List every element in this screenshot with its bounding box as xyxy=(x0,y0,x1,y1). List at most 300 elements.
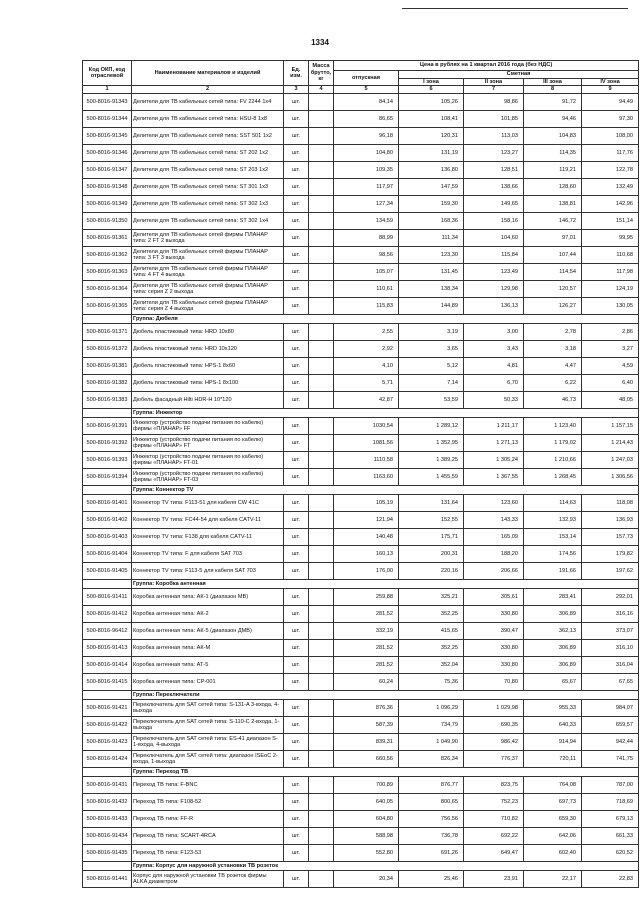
price-zone2-cell: 70,80 xyxy=(464,674,524,691)
mass-cell xyxy=(309,111,334,128)
price-zone3-cell: 91,72 xyxy=(524,94,582,111)
unit-cell: шт. xyxy=(284,94,309,111)
code-cell: 500-8016-91345 xyxy=(83,128,132,145)
name-cell: Делители для ТВ кабельных сетей типа: ST 202 1х2 xyxy=(132,145,284,162)
unit-cell: шт. xyxy=(284,298,309,315)
table-row xyxy=(83,845,639,862)
code-cell: 500-8016-91404 xyxy=(83,546,132,563)
price-zone1-cell: 152,55 xyxy=(399,512,464,529)
code-cell: 500-8016-91365 xyxy=(83,298,132,315)
code-cell: 500-8016-91423 xyxy=(83,734,132,751)
header-code: Код ОКП, код отраслевой xyxy=(83,61,132,86)
unit-cell: шт. xyxy=(284,247,309,264)
price-zone3-cell: 104,83 xyxy=(524,128,582,145)
mass-cell xyxy=(309,674,334,691)
price-zone2-cell: 1 305,24 xyxy=(464,452,524,469)
group-code-cell xyxy=(83,691,132,700)
header-estimate: Сметная xyxy=(399,71,639,79)
price-zone2-cell: 692,22 xyxy=(464,828,524,845)
mass-cell xyxy=(309,563,334,580)
table-row xyxy=(83,529,639,546)
mass-cell xyxy=(309,589,334,606)
group-title: Группа: Переход ТВ xyxy=(132,768,639,777)
code-cell: 500-8016-96412 xyxy=(83,623,132,640)
price-zone2-cell: 776,37 xyxy=(464,751,524,768)
code-cell: 500-8016-91413 xyxy=(83,640,132,657)
mass-cell xyxy=(309,324,334,341)
price-zone3-cell: 2,78 xyxy=(524,324,582,341)
table-row xyxy=(83,230,639,247)
code-cell: 500-8016-91434 xyxy=(83,828,132,845)
group-row xyxy=(83,691,639,700)
group-row xyxy=(83,580,639,589)
group-row xyxy=(83,768,639,777)
name-cell: Инжектор (устройство подачи питания по кабелю) фирмы «ПЛАНАР» FT xyxy=(132,435,284,452)
code-cell: 500-8016-91433 xyxy=(83,811,132,828)
unit-cell: шт. xyxy=(284,777,309,794)
price-zone1-cell: 111,34 xyxy=(399,230,464,247)
price-zone1-cell: 352,04 xyxy=(399,657,464,674)
price-zone2-cell: 98,86 xyxy=(464,94,524,111)
name-cell: Дюбель пластиковый типа: HRD 10х80 xyxy=(132,324,284,341)
code-cell: 500-8016-91421 xyxy=(83,700,132,717)
name-cell: Дюбель пластиковый типа: HPS-1 8х100 xyxy=(132,375,284,392)
price-zone3-cell: 306,89 xyxy=(524,640,582,657)
name-cell: Инжектор (устройство подачи питания по кабелю) фирмы «ПЛАНАР» FT-01 xyxy=(132,452,284,469)
unit-cell: шт. xyxy=(284,871,309,888)
price-zone1-cell: 7,14 xyxy=(399,375,464,392)
table-row xyxy=(83,589,639,606)
mass-cell xyxy=(309,828,334,845)
name-cell: Инжектор (устройство подачи питания по кабелю) фирмы «ПЛАНАР» FT-03 xyxy=(132,469,284,486)
table-row xyxy=(83,179,639,196)
price-release-cell: 42,87 xyxy=(334,392,399,409)
price-zone4-cell: 97,30 xyxy=(582,111,639,128)
name-cell: Делители для ТВ кабельных сетей типа: FV 2244 1х4 xyxy=(132,94,284,111)
price-zone2-cell: 1 029,98 xyxy=(464,700,524,717)
price-release-cell: 88,99 xyxy=(334,230,399,247)
mass-cell xyxy=(309,392,334,409)
name-cell: Переход ТВ типа: SCART-4RCA xyxy=(132,828,284,845)
code-cell: 500-8016-91348 xyxy=(83,179,132,196)
price-release-cell: 332,19 xyxy=(334,623,399,640)
mass-cell xyxy=(309,247,334,264)
price-table xyxy=(82,60,639,888)
price-release-cell: 259,88 xyxy=(334,589,399,606)
table-row xyxy=(83,700,639,717)
code-cell: 500-8016-91411 xyxy=(83,589,132,606)
price-zone4-cell: 197,62 xyxy=(582,563,639,580)
name-cell: Дюбель пластиковый типа: HPS-1 8х60 xyxy=(132,358,284,375)
price-zone4-cell: 4,59 xyxy=(582,358,639,375)
unit-cell: шт. xyxy=(284,230,309,247)
code-cell: 500-8016-91349 xyxy=(83,196,132,213)
unit-cell: шт. xyxy=(284,529,309,546)
unit-cell: шт. xyxy=(284,162,309,179)
price-zone4-cell: 2,86 xyxy=(582,324,639,341)
price-zone4-cell: 620,52 xyxy=(582,845,639,862)
table-row xyxy=(83,512,639,529)
price-release-cell: 84,14 xyxy=(334,94,399,111)
mass-cell xyxy=(309,341,334,358)
price-zone3-cell: 174,56 xyxy=(524,546,582,563)
unit-cell: шт. xyxy=(284,512,309,529)
price-zone4-cell: 122,78 xyxy=(582,162,639,179)
price-zone3-cell: 955,33 xyxy=(524,700,582,717)
unit-cell: шт. xyxy=(284,640,309,657)
code-cell: 500-8016-91382 xyxy=(83,375,132,392)
name-cell: Делители для ТВ кабельных сетей фирмы ПЛАНАР типа: серия Z 4 выхода xyxy=(132,298,284,315)
price-release-cell: 117,97 xyxy=(334,179,399,196)
table-row xyxy=(83,452,639,469)
price-release-cell: 2,55 xyxy=(334,324,399,341)
price-release-cell: 20,34 xyxy=(334,871,399,888)
price-zone4-cell: 741,75 xyxy=(582,751,639,768)
col-number: 5 xyxy=(334,86,399,94)
mass-cell xyxy=(309,657,334,674)
header-name: Наименование материалов и изделий xyxy=(132,61,284,86)
name-cell: Коннектор TV типа: F для кабеля SAT 703 xyxy=(132,546,284,563)
name-cell: Делители для ТВ кабельных сетей типа: HSU-8 1х8 xyxy=(132,111,284,128)
price-zone1-cell: 136,80 xyxy=(399,162,464,179)
code-cell: 500-8016-91431 xyxy=(83,777,132,794)
name-cell: Переключатель для SAT сетей типа: ES-41 диапазон S-1-входа, 4-выхода xyxy=(132,734,284,751)
group-code-cell xyxy=(83,768,132,777)
price-zone3-cell: 126,27 xyxy=(524,298,582,315)
price-zone4-cell: 373,07 xyxy=(582,623,639,640)
header-unit: Ед. изм. xyxy=(284,61,309,86)
name-cell: Коробка антенная типа: АК-М xyxy=(132,640,284,657)
price-zone2-cell: 3,43 xyxy=(464,341,524,358)
price-zone3-cell: 306,89 xyxy=(524,606,582,623)
mass-cell xyxy=(309,469,334,486)
table-row xyxy=(83,734,639,751)
code-cell: 500-8016-91424 xyxy=(83,751,132,768)
price-release-cell: 660,56 xyxy=(334,751,399,768)
table-row xyxy=(83,94,639,111)
code-cell: 500-8016-91381 xyxy=(83,358,132,375)
price-zone4-cell: 99,95 xyxy=(582,230,639,247)
price-zone1-cell: 1 289,12 xyxy=(399,418,464,435)
price-zone2-cell: 6,70 xyxy=(464,375,524,392)
unit-cell: шт. xyxy=(284,811,309,828)
group-title: Группа: Коннектор TV xyxy=(132,486,639,495)
unit-cell: шт. xyxy=(284,145,309,162)
name-cell: Переход ТВ типа: F108-52 xyxy=(132,794,284,811)
price-zone1-cell: 200,31 xyxy=(399,546,464,563)
price-zone1-cell: 1 096,29 xyxy=(399,700,464,717)
unit-cell: шт. xyxy=(284,281,309,298)
mass-cell xyxy=(309,845,334,862)
price-zone1-cell: 691,26 xyxy=(399,845,464,862)
name-cell: Коробка антенная типа: АК-1 (диапазон МВ) xyxy=(132,589,284,606)
unit-cell: шт. xyxy=(284,734,309,751)
mass-cell xyxy=(309,717,334,734)
price-zone4-cell: 48,05 xyxy=(582,392,639,409)
price-zone1-cell: 415,65 xyxy=(399,623,464,640)
price-zone1-cell: 734,79 xyxy=(399,717,464,734)
price-zone4-cell: 942,44 xyxy=(582,734,639,751)
code-cell: 500-8016-91372 xyxy=(83,341,132,358)
name-cell: Делители для ТВ кабельных сетей типа: ST 203 1х2 xyxy=(132,162,284,179)
price-zone2-cell: 149,65 xyxy=(464,196,524,213)
name-cell: Дюбель пластиковый типа: HRD 10х120 xyxy=(132,341,284,358)
price-zone2-cell: 330,80 xyxy=(464,640,524,657)
col-number: 2 xyxy=(132,86,284,94)
price-zone2-cell: 1 211,17 xyxy=(464,418,524,435)
mass-cell xyxy=(309,606,334,623)
table-row xyxy=(83,418,639,435)
name-cell: Коробка антенная типа: АК-5 (диапазон ДМВ) xyxy=(132,623,284,640)
unit-cell: шт. xyxy=(284,794,309,811)
mass-cell xyxy=(309,734,334,751)
price-release-cell: 1081,56 xyxy=(334,435,399,452)
table-row xyxy=(83,469,639,486)
price-release-cell: 1030,54 xyxy=(334,418,399,435)
price-zone3-cell: 97,01 xyxy=(524,230,582,247)
name-cell: Делители для ТВ кабельных сетей типа: ST 302 1х3 xyxy=(132,196,284,213)
price-zone1-cell: 3,19 xyxy=(399,324,464,341)
unit-cell: шт. xyxy=(284,418,309,435)
price-release-cell: 587,39 xyxy=(334,717,399,734)
code-cell: 500-8016-91405 xyxy=(83,563,132,580)
unit-cell: шт. xyxy=(284,657,309,674)
price-zone4-cell: 984,07 xyxy=(582,700,639,717)
unit-cell: шт. xyxy=(284,606,309,623)
mass-cell xyxy=(309,230,334,247)
price-zone2-cell: 128,51 xyxy=(464,162,524,179)
price-release-cell: 109,35 xyxy=(334,162,399,179)
price-zone1-cell: 159,30 xyxy=(399,196,464,213)
price-zone3-cell: 602,40 xyxy=(524,845,582,862)
group-title: Группа: Корпус для наружной установки ТВ розеток xyxy=(132,862,639,871)
header-zone2: II зона xyxy=(464,78,524,86)
mass-cell xyxy=(309,145,334,162)
price-release-cell: 140,48 xyxy=(334,529,399,546)
price-zone2-cell: 129,98 xyxy=(464,281,524,298)
name-cell: Корпус для наружной установки ТВ розеток фирмы ALKA диаметром xyxy=(132,871,284,888)
price-zone2-cell: 3,00 xyxy=(464,324,524,341)
price-zone2-cell: 710,82 xyxy=(464,811,524,828)
code-cell: 500-8016-91441 xyxy=(83,871,132,888)
code-cell: 500-8016-91412 xyxy=(83,606,132,623)
mass-cell xyxy=(309,162,334,179)
price-zone1-cell: 108,41 xyxy=(399,111,464,128)
price-zone2-cell: 188,20 xyxy=(464,546,524,563)
price-zone3-cell: 94,46 xyxy=(524,111,582,128)
group-title: Группа: Инжектор xyxy=(132,409,639,418)
price-zone1-cell: 352,25 xyxy=(399,640,464,657)
price-zone3-cell: 191,66 xyxy=(524,563,582,580)
group-row xyxy=(83,486,639,495)
group-row xyxy=(83,862,639,871)
unit-cell: шт. xyxy=(284,392,309,409)
name-cell: Коробка антенная типа: АК-2 xyxy=(132,606,284,623)
table-row xyxy=(83,435,639,452)
table-row xyxy=(83,623,639,640)
header-zone3: III зона xyxy=(524,78,582,86)
price-zone3-cell: 46,73 xyxy=(524,392,582,409)
code-cell: 500-8016-91391 xyxy=(83,418,132,435)
price-zone1-cell: 131,19 xyxy=(399,145,464,162)
unit-cell: шт. xyxy=(284,828,309,845)
name-cell: Делители для ТВ кабельных сетей фирмы ПЛАНАР типа: 4 FT 4 выхода xyxy=(132,264,284,281)
header-mass: Масса брутто, кг xyxy=(309,61,334,86)
unit-cell: шт. xyxy=(284,700,309,717)
price-zone2-cell: 158,16 xyxy=(464,213,524,230)
price-zone4-cell: 124,19 xyxy=(582,281,639,298)
unit-cell: шт. xyxy=(284,469,309,486)
price-zone1-cell: 325,21 xyxy=(399,589,464,606)
unit-cell: шт. xyxy=(284,179,309,196)
mass-cell xyxy=(309,640,334,657)
code-cell: 500-8016-91403 xyxy=(83,529,132,546)
price-release-cell: 588,98 xyxy=(334,828,399,845)
price-zone1-cell: 138,34 xyxy=(399,281,464,298)
price-zone4-cell: 659,57 xyxy=(582,717,639,734)
price-zone4-cell: 136,93 xyxy=(582,512,639,529)
price-zone4-cell: 1 214,43 xyxy=(582,435,639,452)
price-zone1-cell: 220,16 xyxy=(399,563,464,580)
price-zone1-cell: 53,59 xyxy=(399,392,464,409)
price-zone1-cell: 75,36 xyxy=(399,674,464,691)
price-release-cell: 1163,60 xyxy=(334,469,399,486)
mass-cell xyxy=(309,179,334,196)
table-row xyxy=(83,213,639,230)
price-release-cell: 127,34 xyxy=(334,196,399,213)
price-zone3-cell: 1 210,66 xyxy=(524,452,582,469)
group-title: Группа: Коробка антенная xyxy=(132,580,639,589)
price-zone2-cell: 123,60 xyxy=(464,495,524,512)
price-release-cell: 86,65 xyxy=(334,111,399,128)
code-cell: 500-8016-91432 xyxy=(83,794,132,811)
price-zone3-cell: 132,93 xyxy=(524,512,582,529)
price-zone2-cell: 113,03 xyxy=(464,128,524,145)
mass-cell xyxy=(309,196,334,213)
name-cell: Инжектор (устройство подачи питания по кабелю) фирмы «ПЛАНАР» FF xyxy=(132,418,284,435)
table-row xyxy=(83,717,639,734)
name-cell: Переход ТВ типа: F123-53 xyxy=(132,845,284,862)
price-zone4-cell: 1 306,56 xyxy=(582,469,639,486)
price-zone2-cell: 143,33 xyxy=(464,512,524,529)
price-zone1-cell: 5,12 xyxy=(399,358,464,375)
col-number: 6 xyxy=(399,86,464,94)
price-zone4-cell: 157,73 xyxy=(582,529,639,546)
name-cell: Переключатель для SAT сетей типа: S-131-A 3-входа, 4-выхода xyxy=(132,700,284,717)
price-release-cell: 105,19 xyxy=(334,495,399,512)
code-cell: 500-8016-91402 xyxy=(83,512,132,529)
price-zone3-cell: 146,72 xyxy=(524,213,582,230)
price-zone3-cell: 153,14 xyxy=(524,529,582,546)
table-row xyxy=(83,392,639,409)
price-zone4-cell: 117,76 xyxy=(582,145,639,162)
unit-cell: шт. xyxy=(284,452,309,469)
price-zone4-cell: 787,00 xyxy=(582,777,639,794)
price-zone1-cell: 105,26 xyxy=(399,94,464,111)
price-zone1-cell: 3,65 xyxy=(399,341,464,358)
code-cell: 500-8016-91346 xyxy=(83,145,132,162)
table-row xyxy=(83,264,639,281)
price-zone4-cell: 1 157,15 xyxy=(582,418,639,435)
name-cell: Делители для ТВ кабельных сетей фирмы ПЛАНАР типа: серия Z 2 выхода xyxy=(132,281,284,298)
code-cell: 500-8016-91347 xyxy=(83,162,132,179)
table-row xyxy=(83,777,639,794)
unit-cell: шт. xyxy=(284,717,309,734)
group-row xyxy=(83,315,639,324)
price-zone3-cell: 1 179,02 xyxy=(524,435,582,452)
name-cell: Делители для ТВ кабельных сетей типа: ST 302 1х4 xyxy=(132,213,284,230)
price-zone3-cell: 640,33 xyxy=(524,717,582,734)
price-zone4-cell: 117,98 xyxy=(582,264,639,281)
header-release: отпускная xyxy=(334,71,399,86)
table-row xyxy=(83,341,639,358)
price-zone2-cell: 4,81 xyxy=(464,358,524,375)
price-zone2-cell: 330,80 xyxy=(464,657,524,674)
unit-cell: шт. xyxy=(284,674,309,691)
price-zone2-cell: 690,35 xyxy=(464,717,524,734)
mass-cell xyxy=(309,512,334,529)
price-zone3-cell: 306,89 xyxy=(524,657,582,674)
price-release-cell: 105,07 xyxy=(334,264,399,281)
price-zone1-cell: 1 352,95 xyxy=(399,435,464,452)
table-row xyxy=(83,871,639,888)
price-release-cell: 281,52 xyxy=(334,640,399,657)
price-release-cell: 2,92 xyxy=(334,341,399,358)
mass-cell xyxy=(309,794,334,811)
price-zone3-cell: 1 268,45 xyxy=(524,469,582,486)
name-cell: Переход ТВ типа: FF-R xyxy=(132,811,284,828)
price-zone2-cell: 823,75 xyxy=(464,777,524,794)
name-cell: Дюбель фасадный Hilti HDR-H 10*120 xyxy=(132,392,284,409)
col-number: 9 xyxy=(582,86,639,94)
code-cell: 500-8016-91394 xyxy=(83,469,132,486)
price-zone3-cell: 22,17 xyxy=(524,871,582,888)
unit-cell: шт. xyxy=(284,128,309,145)
mass-cell xyxy=(309,358,334,375)
price-release-cell: 281,52 xyxy=(334,657,399,674)
price-zone2-cell: 104,60 xyxy=(464,230,524,247)
price-zone3-cell: 764,08 xyxy=(524,777,582,794)
price-zone4-cell: 67,65 xyxy=(582,674,639,691)
mass-cell xyxy=(309,298,334,315)
mass-cell xyxy=(309,751,334,768)
price-zone1-cell: 756,56 xyxy=(399,811,464,828)
unit-cell: шт. xyxy=(284,435,309,452)
price-zone1-cell: 1 049,90 xyxy=(399,734,464,751)
col-number: 7 xyxy=(464,86,524,94)
code-cell: 500-8016-91435 xyxy=(83,845,132,862)
mass-cell xyxy=(309,700,334,717)
price-zone4-cell: 3,27 xyxy=(582,341,639,358)
table-body xyxy=(83,94,639,888)
price-zone2-cell: 138,66 xyxy=(464,179,524,196)
code-cell: 500-8016-91344 xyxy=(83,111,132,128)
price-zone3-cell: 120,57 xyxy=(524,281,582,298)
unit-cell: шт. xyxy=(284,495,309,512)
table-row xyxy=(83,751,639,768)
price-zone1-cell: 1 455,59 xyxy=(399,469,464,486)
price-release-cell: 121,94 xyxy=(334,512,399,529)
table-row xyxy=(83,247,639,264)
price-zone4-cell: 94,49 xyxy=(582,94,639,111)
price-release-cell: 552,80 xyxy=(334,845,399,862)
price-zone2-cell: 115,84 xyxy=(464,247,524,264)
unit-cell: шт. xyxy=(284,196,309,213)
group-code-cell xyxy=(83,315,132,324)
price-zone1-cell: 147,59 xyxy=(399,179,464,196)
price-zone3-cell: 6,22 xyxy=(524,375,582,392)
code-cell: 500-8016-91371 xyxy=(83,324,132,341)
